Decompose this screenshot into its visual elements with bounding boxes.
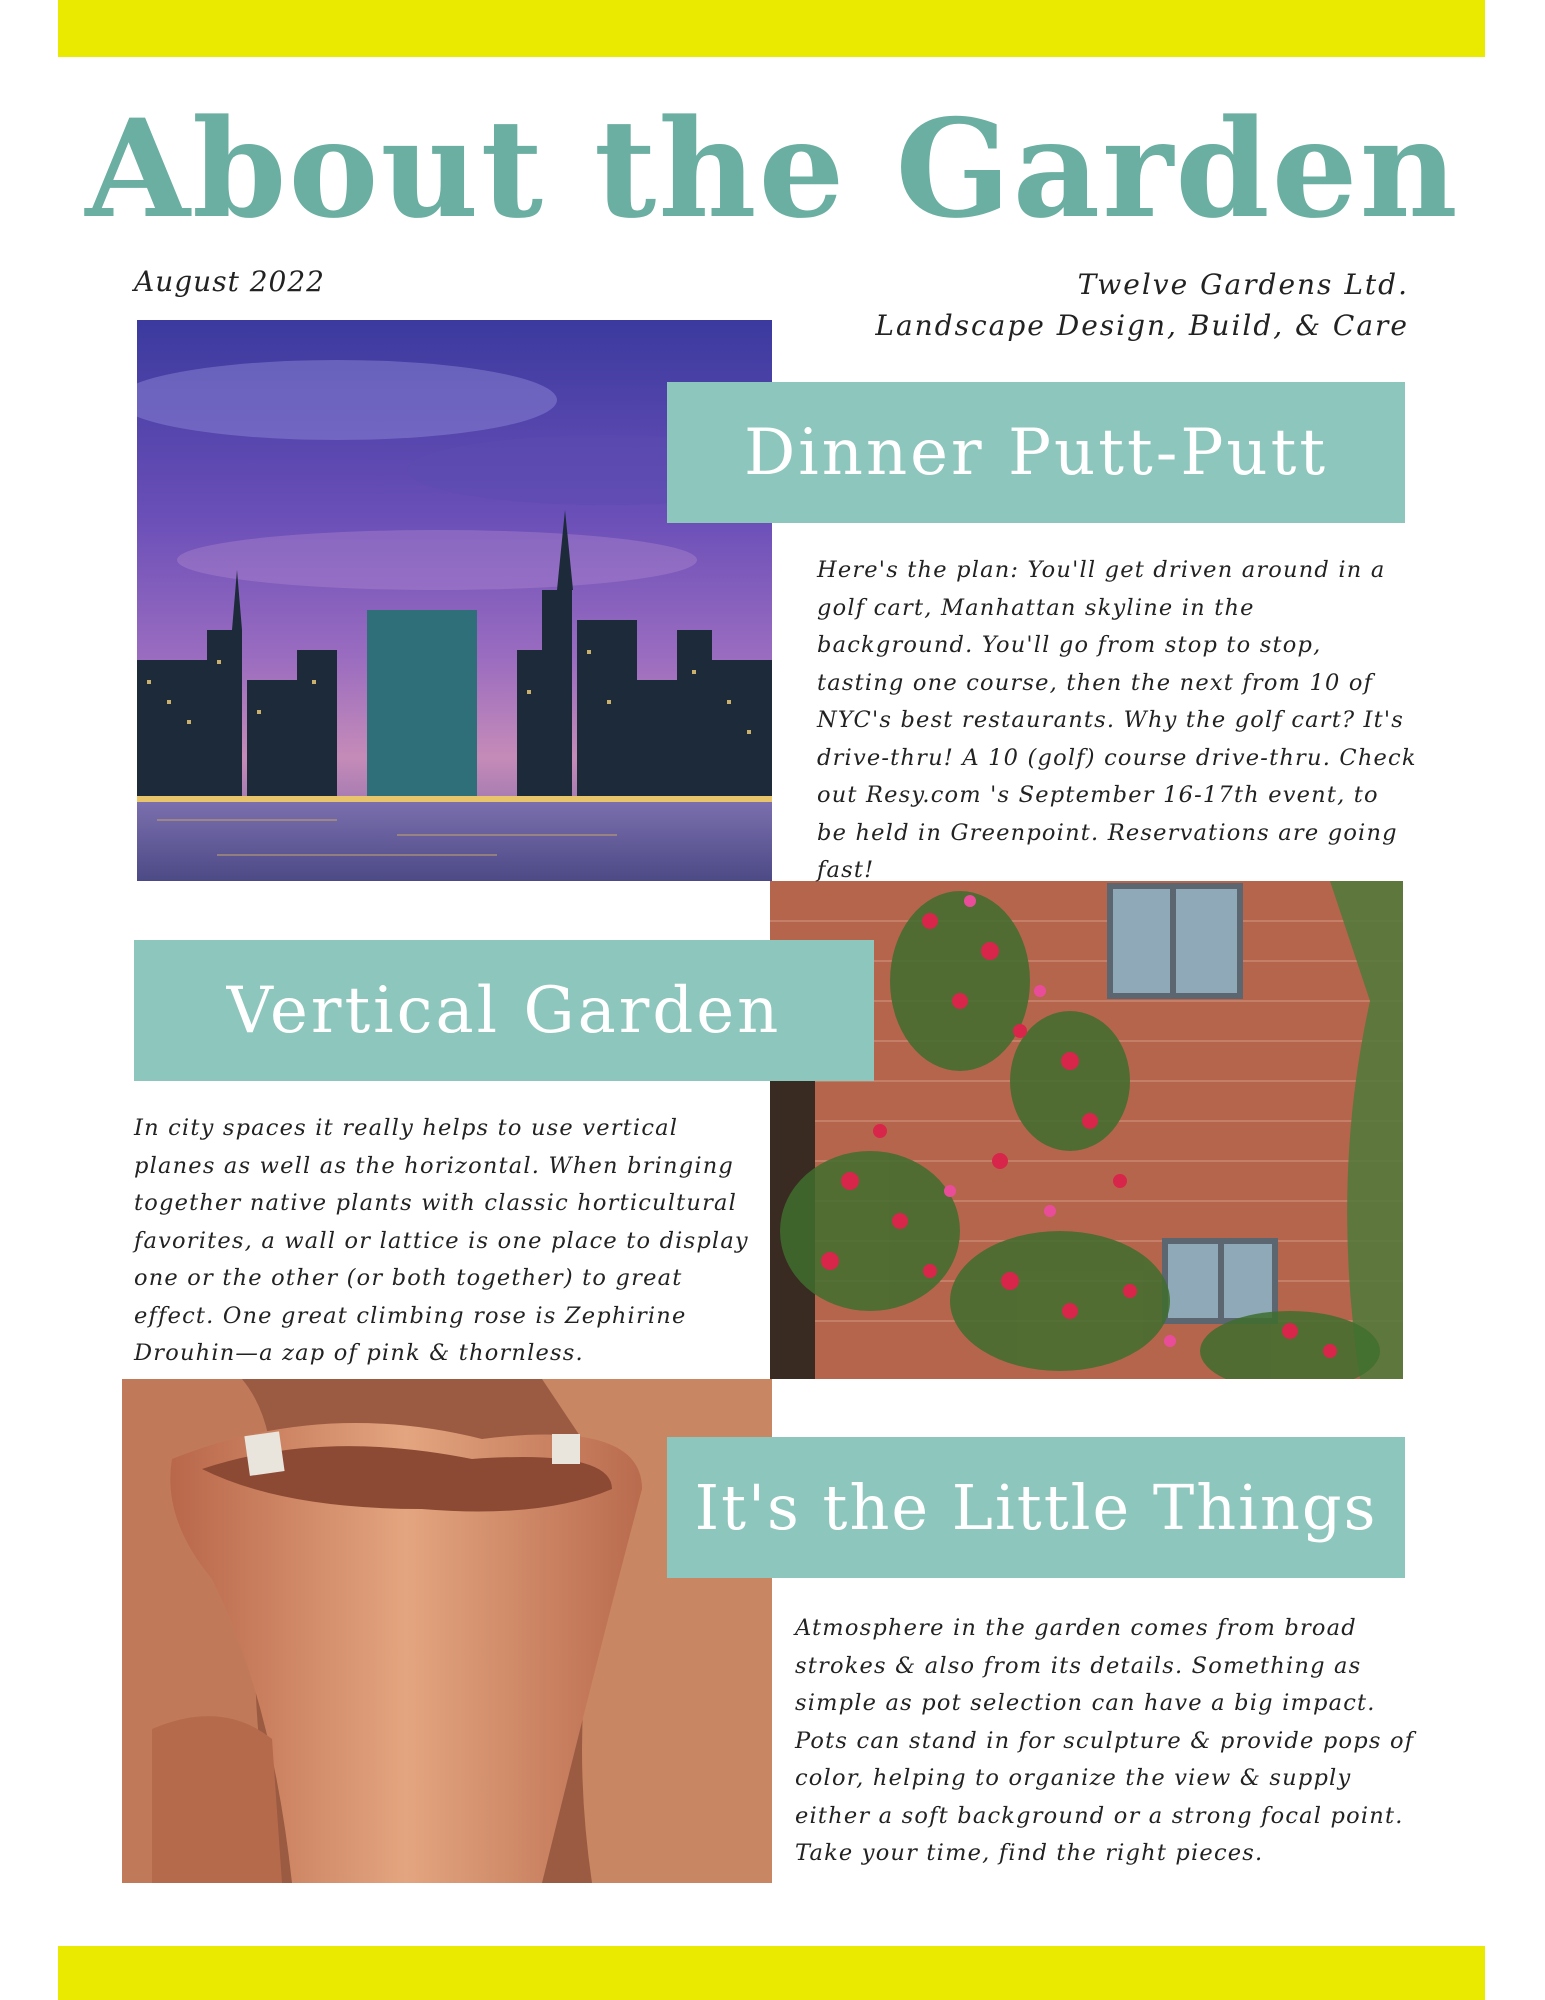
section-heading-vertical-garden: Vertical Garden <box>134 940 874 1081</box>
company-tagline: Landscape Design, Build, & Care <box>875 308 1409 342</box>
section-body-dinner-putt-putt: Here's the plan: You'll get driven around in a golf cart, Manhattan skyline in the background. You'll go from stop to stop, tasting one course, then the next from 10 of NYC's best restaurants. Why the golf cart? It's drive-thru! A 10 (golf) course drive-thru. Check out Resy.com 's September 16-17th event, to be held in Greenpoint. Reservations are going fast! <box>817 557 1417 883</box>
top-accent-bar <box>58 0 1485 57</box>
company-name: Twelve Gardens Ltd. <box>1077 268 1409 301</box>
page-title: About the Garden <box>85 89 1460 248</box>
section-heading-little-things: It's the Little Things <box>667 1437 1405 1578</box>
company-info <box>875 265 1409 346</box>
bottom-accent-bar <box>58 1946 1485 2000</box>
section-body-vertical-garden: In city spaces it really helps to use vertical planes as well as the horizontal. When bringing together native plants with classic horticultural favorites, a wall or lattice is one place to display one or the other (or both together) to great effect. One great climbing rose is Zephirine Drouhin—a zap of pink & thornless. <box>134 1115 749 1366</box>
section-heading-dinner-putt-putt: Dinner Putt-Putt <box>667 382 1405 523</box>
section-body-little-things: Atmosphere in the garden comes from broad strokes & also from its details. Something as simple as pot selection can have a big impact. Pots can stand in for sculpture & provide pops of color, helping to organize the view & supply either a soft background or a strong focal point. Take your time, find the right pieces. <box>795 1615 1415 1866</box>
issue-date: August 2022 <box>134 265 325 298</box>
